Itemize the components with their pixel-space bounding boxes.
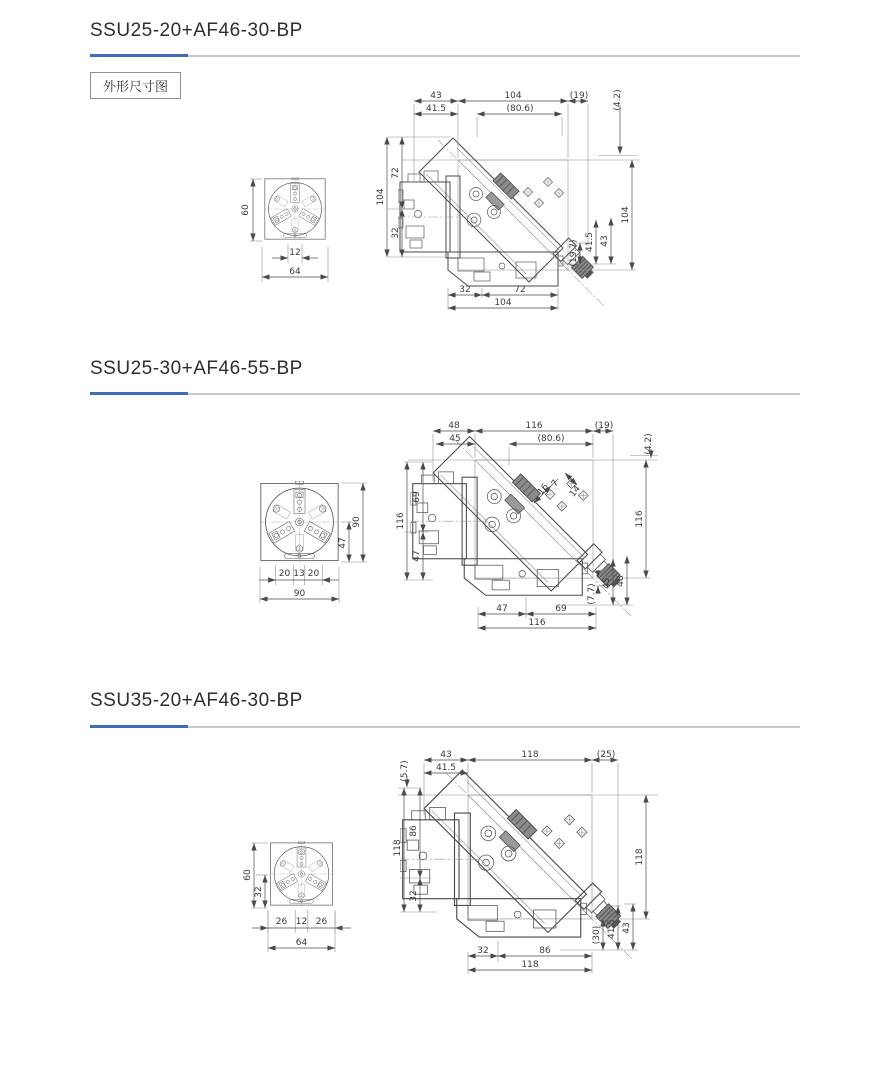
- dim-label: 26: [275, 917, 288, 927]
- section-ssu35-20: [0, 675, 890, 1074]
- dim-label: 48: [616, 575, 626, 587]
- section-title: SSU25-20+AF46-30-BP: [90, 20, 303, 41]
- side-view: [393, 750, 658, 974]
- dim-label: 41.5: [585, 231, 595, 253]
- dim-label: 116: [635, 510, 645, 528]
- dim-label: 45: [602, 577, 612, 589]
- dim-label: 32: [409, 890, 419, 902]
- outline-dimension-label: 外形尺寸图: [90, 72, 181, 99]
- dim-label: 16: [535, 482, 551, 498]
- dim-label: 47: [338, 537, 348, 549]
- dim-label: 43: [440, 750, 452, 760]
- dim-label: 118: [521, 750, 539, 760]
- dim-label: 104: [494, 298, 512, 308]
- dim-label: 104: [376, 188, 386, 206]
- drawing-2: [0, 345, 890, 675]
- section-title: SSU35-20+AF46-30-BP: [90, 690, 303, 711]
- dim-label: 64: [289, 267, 301, 277]
- drawing-3: [0, 675, 890, 1074]
- dim-label: 32: [391, 227, 401, 239]
- dim-label: (5.7): [400, 760, 410, 782]
- dim-label: 72: [391, 167, 401, 179]
- dim-label: 32: [459, 285, 471, 295]
- dim-label: (4.2): [613, 89, 623, 111]
- dim-label: 20: [307, 569, 320, 579]
- dim-label: 90: [352, 516, 362, 528]
- dim-label: (80.6): [537, 434, 565, 444]
- dim-label: (30): [592, 925, 602, 945]
- dim-label: 69: [412, 491, 422, 503]
- dim-label: 104: [504, 91, 522, 101]
- dim-label: (19): [594, 421, 614, 431]
- dim-label: 86: [539, 946, 551, 956]
- dim-label: 47: [412, 550, 422, 562]
- side-view: [396, 421, 658, 630]
- dim-label: 60: [243, 869, 253, 881]
- dim-label: 60: [241, 204, 251, 216]
- dim-label: (19.7): [569, 239, 579, 267]
- dim-label: 69: [555, 604, 567, 614]
- dim-label: 14: [567, 484, 583, 500]
- front-view: [243, 840, 351, 952]
- dim-label: 48: [448, 421, 460, 431]
- dim-label: 116: [525, 421, 543, 431]
- dim-label: 118: [521, 960, 539, 970]
- dim-label: 86: [409, 825, 419, 837]
- dim-label: 12: [295, 917, 308, 927]
- dim-label: 12: [289, 248, 301, 258]
- dim-label: 43: [600, 235, 610, 247]
- dim-label: 45: [449, 434, 461, 444]
- dim-label: 116: [528, 618, 546, 628]
- front-view: [259, 480, 367, 603]
- front-view: [241, 176, 328, 282]
- dim-label: 64: [295, 938, 308, 948]
- dim-label: 13: [293, 569, 305, 579]
- dim-label: 90: [293, 589, 306, 599]
- dim-label: 41.5: [425, 104, 447, 114]
- dim-label: 47: [496, 604, 508, 614]
- dim-label: 43: [622, 922, 632, 934]
- side-view: [376, 89, 640, 310]
- dim-label: 41.5: [607, 918, 617, 940]
- dim-label: 104: [621, 206, 631, 224]
- section-ssu25-20: [0, 0, 890, 345]
- dim-label: 118: [393, 839, 403, 857]
- dim-label: 26: [315, 917, 328, 927]
- drawing-1: [0, 0, 890, 345]
- dim-label: (25): [596, 750, 616, 760]
- dim-label: 7: [549, 478, 562, 490]
- dim-label: (7.7): [587, 583, 597, 605]
- dim-label: (80.6): [506, 104, 534, 114]
- dim-label: 20: [278, 569, 291, 579]
- section-title: SSU25-30+AF46-55-BP: [90, 358, 303, 379]
- dim-label: 118: [635, 848, 645, 866]
- dim-label: 116: [396, 512, 406, 530]
- dim-label: 41.5: [435, 763, 457, 773]
- dim-label: (19): [569, 91, 589, 101]
- dim-label: (4.2): [644, 433, 654, 455]
- dim-label: 43: [430, 91, 442, 101]
- dim-label: 32: [477, 946, 489, 956]
- dim-label: 32: [254, 886, 264, 898]
- dim-label: 72: [514, 285, 526, 295]
- section-ssu25-30: [0, 345, 890, 675]
